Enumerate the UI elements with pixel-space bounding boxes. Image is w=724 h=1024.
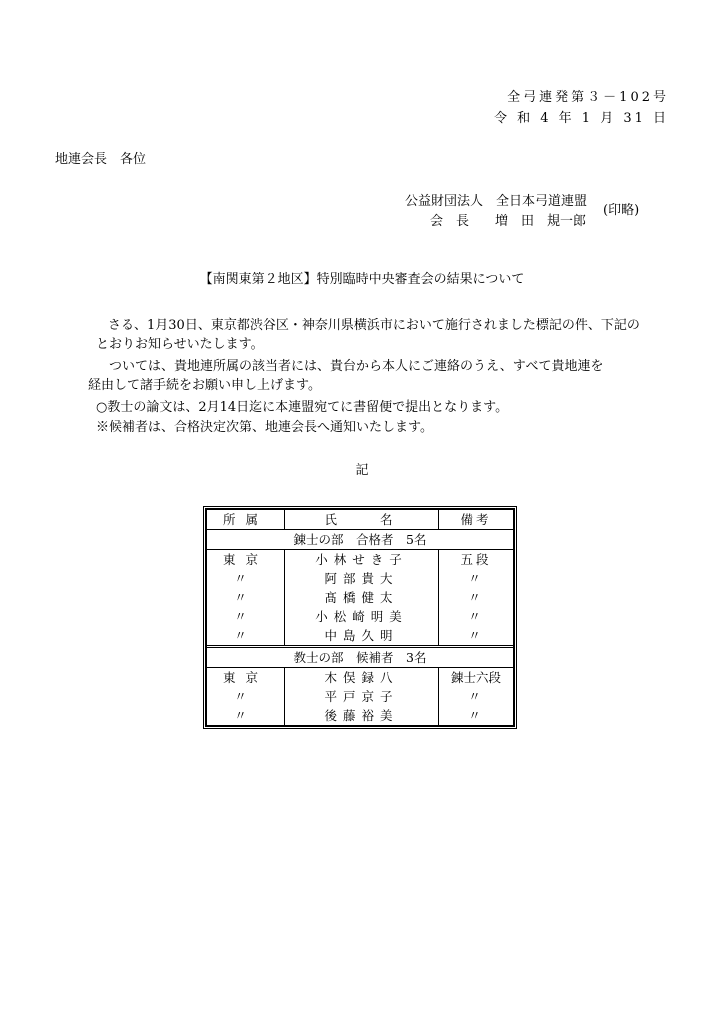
seal-omitted: (印略) (603, 203, 640, 218)
cell-remarks: 〃 (438, 607, 513, 626)
body-line: ○教士の論文は、2月14日迄に本連盟宛てに書留便で提出となります。 (96, 400, 509, 415)
table-row (207, 569, 513, 588)
body-line: ついては、貴地連所属の該当者には、貴台から本人にご連絡のうえ、すべて貴地連を (96, 359, 604, 374)
ki-heading: 記 (355, 463, 369, 478)
document-date: 令 和 4 年 1 月 31 日 (493, 111, 669, 126)
sender-organization: 公益財団法人 全日本弓道連盟 (405, 194, 588, 209)
cell-name: 阿部貴大 (284, 569, 438, 588)
table-row (207, 668, 513, 687)
cell-affiliation: 〃 (234, 609, 257, 624)
header-name: 氏 名 (284, 510, 438, 530)
table-row (207, 687, 513, 706)
document-number: 全弓連発第３－102号 (507, 90, 669, 105)
header-remarks: 備考 (438, 510, 513, 530)
sender-name: 会 長 増 田 規一郎 (430, 214, 587, 229)
table-row (207, 588, 513, 607)
body-line: さる、1月30日、東京都渋谷区・神奈川県横浜市において施行されました標記の件、下記の (95, 318, 640, 333)
cell-remarks: 〃 (438, 588, 513, 607)
section-row (207, 530, 513, 550)
cell-name: 小林せき子 (284, 550, 438, 569)
cell-name: 木俣録八 (284, 668, 438, 687)
cell-remarks: 〃 (438, 706, 513, 725)
cell-affiliation: 東京 (222, 670, 268, 685)
cell-name: 小松崎明美 (284, 607, 438, 626)
cell-affiliation: 〃 (234, 708, 257, 723)
table-row (207, 550, 513, 569)
recipient: 地連会長 各位 (55, 152, 147, 167)
table-row (207, 706, 513, 725)
body-line: とおりお知らせいたします。 (96, 337, 264, 352)
section-row (207, 645, 513, 668)
cell-name: 中島久明 (284, 626, 438, 645)
results-table (205, 508, 515, 727)
body-line: ※候補者は、合格決定次第、地連会長へ通知いたします。 (96, 420, 433, 435)
section-title: 教士の部 候補者 3名 (207, 645, 513, 668)
cell-affiliation: 〃 (234, 571, 257, 586)
table-row (207, 626, 513, 645)
document-title: 【南関東第２地区】特別臨時中央審査会の結果について (199, 272, 525, 287)
cell-remarks: 〃 (438, 569, 513, 588)
cell-name: 平戸京子 (284, 687, 438, 706)
cell-name: 後藤裕美 (284, 706, 438, 725)
cell-remarks: 〃 (438, 626, 513, 645)
cell-affiliation: 〃 (234, 689, 257, 704)
cell-name: 髙橋健太 (284, 588, 438, 607)
table-header-row (207, 510, 513, 530)
section-title: 錬士の部 合格者 5名 (207, 530, 513, 550)
cell-affiliation: 〃 (234, 590, 257, 605)
table-row (207, 607, 513, 626)
cell-remarks: 錬士六段 (438, 668, 513, 687)
cell-affiliation: 〃 (234, 628, 257, 643)
cell-remarks: 五段 (438, 550, 513, 569)
body-line: 経由して諸手続をお願い申し上げます。 (88, 378, 321, 393)
cell-affiliation: 東京 (222, 552, 268, 567)
header-affiliation: 所属 (207, 510, 284, 530)
cell-remarks: 〃 (438, 687, 513, 706)
